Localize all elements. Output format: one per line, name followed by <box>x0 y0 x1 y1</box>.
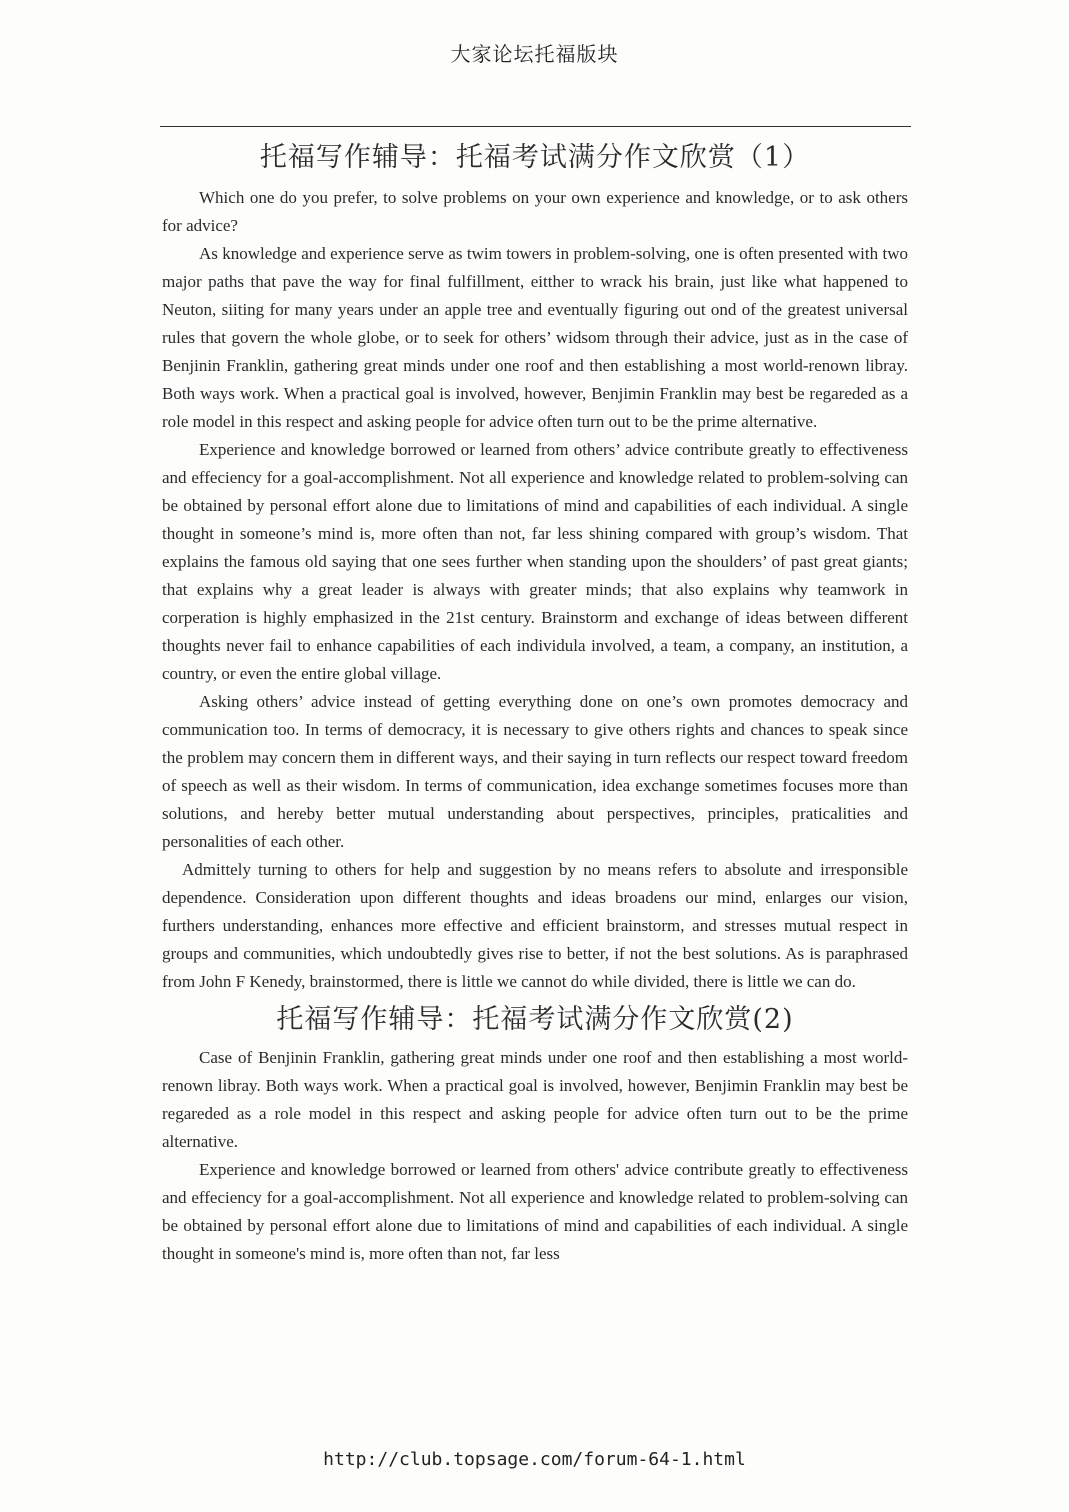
article-2-title: 托福写作辅导：托福考试满分作文欣赏(2) <box>276 1004 794 1035</box>
article-1-paragraph: Admittely turning to others for help and suggestion by no means refers to absolute and irresponsible dependence. Consideration upon different thoughts and ideas broadens our mind, enlarges our vision, furthers understanding, enhances more effective and efficient brainstorm, and stresses mutual respect in groups and communities, which undoubtedly gives rise to better, if not the best solutions. As is paraphrased from John F Kenedy, brainstormed, there is little we cannot do while divided, there is little we can do. <box>162 860 908 991</box>
header-divider <box>160 126 911 127</box>
article-1-prompt: Which one do you prefer, to solve problems on your own experience and knowledge, or to ask others for advice? <box>162 188 908 235</box>
footer-url: http://club.topsage.com/forum-64-1.html <box>323 1449 746 1470</box>
article-1-paragraph: Experience and knowledge borrowed or learned from others’ advice contribute greatly to effectiveness and effeciency for a goal-accomplishment. Not all experience and knowledge related to problem-solving can be obtained by personal effort alone due to limitations of mind and capabilities of each individual. A single thought in someone’s mind is, more often than not, far less shining compared with group’s wisdom. That explains the famous old saying that one sees further when standing upon the shoulders’ of past great giants; that explains why a great leader is always with greater minds; that also explains why teamwork in corperation is highly emphasized in the 21st century. Brainstorm and exchange of ideas between different thoughts never fail to enhance capabilities of each individula involved, a team, a company, an institution, a country, or even the entire global village. <box>162 440 908 683</box>
article-1-title: 托福写作辅导：托福考试满分作文欣赏（1） <box>259 142 811 173</box>
article-1-paragraph: As knowledge and experience serve as twim towers in problem-solving, one is often presented with two major paths that pave the way for final fulfillment, eitther to wrack his brain, just like what happened to Neuton, siiting for many years under an apple tree and eventually figuring out ond of the greatest universal rules that govern the whole globe, or to seek for others’ widsom through their advice, just as in the case of Benjinin Franklin, gathering great minds under one roof and then establishing a most world-renown libray. Both ways work. When a practical goal is involved, however, Benjimin Franklin may best be regareded as a role model in this respect and asking people for advice often turn out to be the prime alternative. <box>162 244 908 431</box>
article-1-paragraph: Asking others’ advice instead of getting everything done on one’s own promotes democracy and communication too. In terms of democracy, it is necessary to give others rights and chances to speak since the problem may concern them in different ways, and their saying in turn reflects our respect toward freedom of speech as well as their wisdom. In terms of communication, idea exchange sometimes focuses more than solutions, and hereby better mutual understanding about perspectives, principles, praticalities and personalities of each other. <box>162 692 908 851</box>
page-header: 大家论坛托福版块 <box>450 42 619 66</box>
article-2-paragraph: Case of Benjinin Franklin, gathering great minds under one roof and then establishing a most world-renown libray. Both ways work. When a practical goal is involved, however, Benjimin Franklin may best be regareded as a role model in this respect and asking people for advice often turn out to be the prime alternative. <box>162 1048 908 1151</box>
article-2-paragraph: Experience and knowledge borrowed or learned from others' advice contribute greatly to effectiveness and effeciency for a goal-accomplishment. Not all experience and knowledge related to problem-solving can be obtained by personal effort alone due to limitations of mind and capabilities of each individual. A single thought in someone's mind is, more often than not, far less <box>162 1160 908 1263</box>
document-body <box>162 138 908 1268</box>
